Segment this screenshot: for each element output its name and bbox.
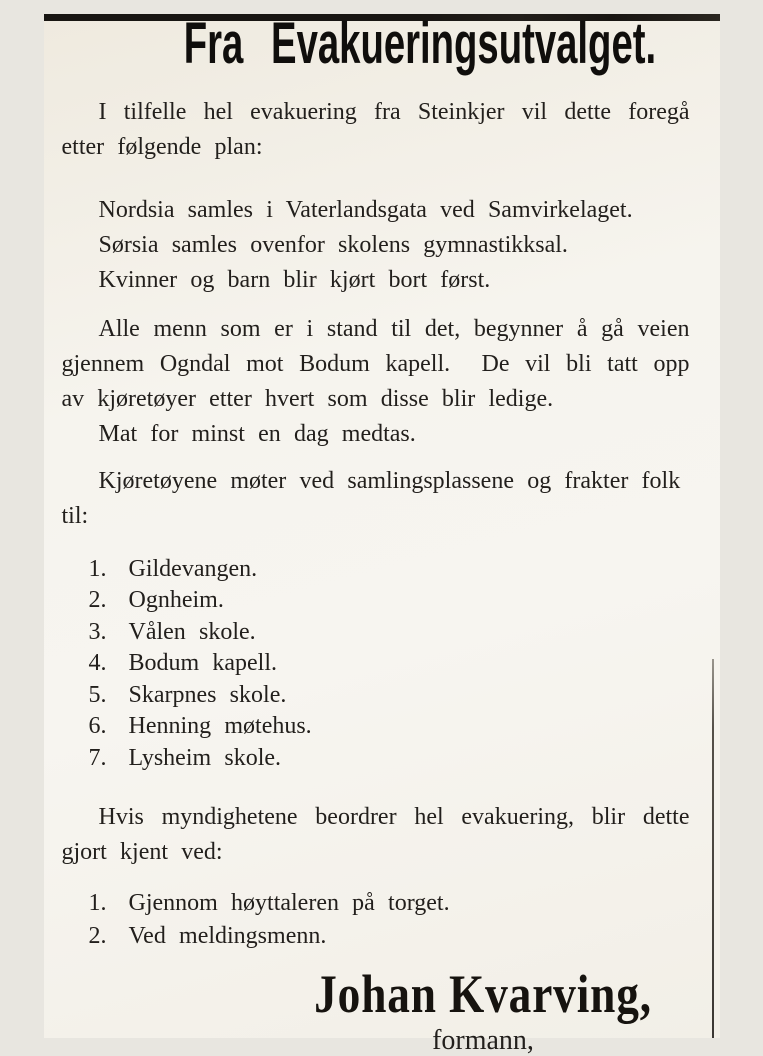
destination-label: Gildevangen. [128,555,258,582]
food-line: Mat for minst en dag medtas. [98,420,416,447]
destination-item [62,680,690,712]
destination-item [62,585,690,617]
notice-paragraph: Hvis myndighetene beordrer hel evakuering, blir dette gjort kjent ved: [61,804,690,866]
destination-label: Lysheim skole. [128,744,282,771]
destination-number: 7. [88,744,107,771]
destination-item [62,617,690,649]
destination-number: 4. [88,650,107,677]
march-paragraph: Alle menn som er i stand til det, begynner å gå veien gjennem Ogndal mot Bodum kapell. De vil bli tatt opp av kjøretøyer etter hvert som disse blir ledige. [61,315,690,412]
announcement-number: 1. [88,890,107,917]
announcement-label: Gjennom høyttaleren på torget. [128,890,450,917]
announcement-list [62,887,690,953]
page-title [62,11,690,76]
destination-label: Ognheim. [128,587,224,614]
assembly-line-women-children: Kvinner og barn blir kjørt bort først. [98,266,491,293]
transport-line: Kjøretøyene møter ved samlingsplassene og frakter folk til: [61,467,681,529]
assembly-instructions [62,193,690,298]
destination-label: Bodum kapell. [128,650,278,677]
destination-item [62,743,690,775]
destination-label: Henning møtehus. [128,713,312,740]
announcement-label: Ved meldingsmenn. [128,923,327,950]
notice-content [44,11,720,1056]
destination-number: 5. [88,681,107,708]
announcement-number: 2. [88,923,107,950]
announcement-item [62,887,690,920]
assembly-line-sorsia: Sørsia samles ovenfor skolens gymnastikksal. [98,231,568,258]
signature-block [277,964,690,1056]
destination-item [62,648,690,680]
announcement-item [62,920,690,953]
page-title-text: Fra Evakueringsutvalget. [183,11,656,76]
destination-item [62,554,690,586]
destination-number: 6. [88,713,107,740]
destination-label: Vålen skole. [128,618,256,645]
destination-label: Skarpnes skole. [128,681,287,708]
destination-number: 1. [88,555,107,582]
intro-paragraph: I tilfelle hel evakuering fra Steinkjer vil dette foregå etter følgende plan: [61,98,690,160]
destination-number: 2. [88,587,107,614]
destination-list [62,554,690,775]
signature-name: Johan Kvarving, [314,964,652,1025]
assembly-line-nordsia: Nordsia samles i Vaterlandsgata ved Samvirkelaget. [98,196,633,223]
signature-role: formann, [432,1024,534,1056]
scanned-notice-page [44,11,720,1056]
destination-item [62,711,690,743]
destination-number: 3. [88,618,107,645]
